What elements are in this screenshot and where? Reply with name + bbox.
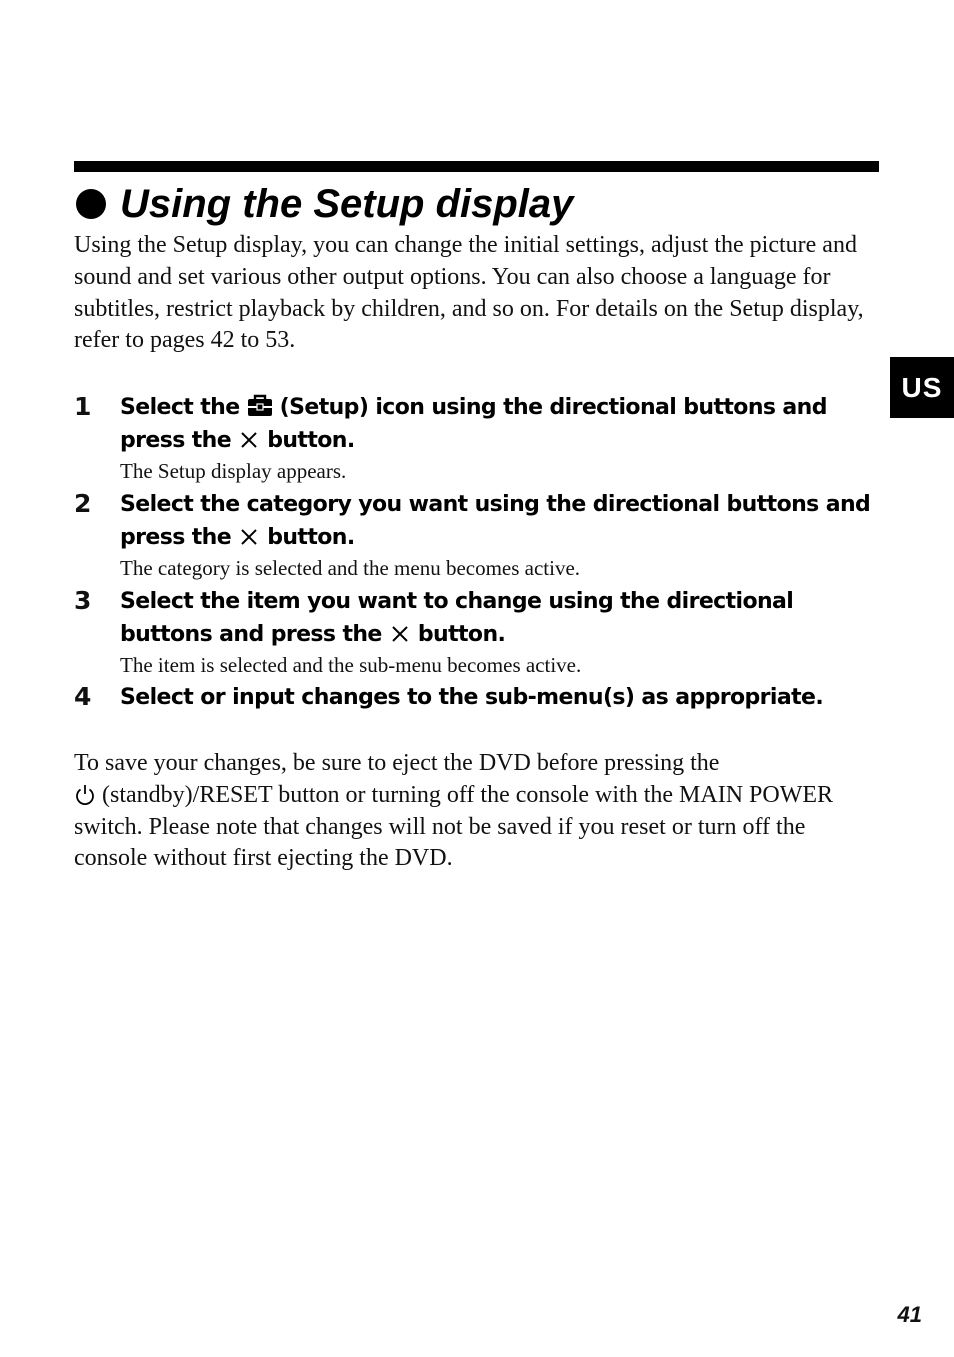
intro-paragraph: Using the Setup display, you can change the initial settings, adjust the picture and sound and set various other output options. You can also choose a language for subtitles, restrict playback by children, and so on. For details on the Setup display, refer to pages 42 to 53.	[74, 232, 864, 354]
step-4	[74, 681, 874, 714]
step-2	[74, 488, 874, 582]
step-text: Select or input changes to the sub-menu(s) as appropriate.	[120, 685, 824, 710]
step-text: Select the category you want using the directional buttons and press the	[120, 492, 871, 550]
step-instruction	[120, 391, 874, 457]
section-heading	[76, 180, 573, 228]
step-instruction	[120, 585, 814, 651]
save-note	[74, 748, 874, 875]
step-text: button.	[267, 525, 355, 550]
step-instruction	[120, 681, 874, 714]
step-text: (Setup) icon using the directional buttons and press the	[120, 395, 827, 453]
toolbox-icon	[247, 394, 273, 418]
page-title: Using the Setup display	[120, 182, 574, 226]
page-number: 41	[897, 1302, 922, 1327]
step-3	[74, 585, 874, 679]
step-number: 4	[74, 682, 92, 711]
step-1	[74, 391, 874, 485]
note-text: To save your changes, be sure to eject the DVD before pressing the	[74, 750, 720, 776]
heading-bullet	[76, 189, 106, 219]
step-result: The category is selected and the menu becomes active.	[120, 556, 581, 580]
cross-button-icon	[240, 431, 258, 449]
step-number: 3	[74, 586, 92, 615]
heading-rule	[74, 161, 879, 172]
step-text: button.	[267, 428, 355, 453]
step-instruction	[120, 488, 874, 554]
step-result: The Setup display appears.	[120, 459, 347, 483]
cross-button-icon	[240, 528, 258, 546]
power-icon	[74, 782, 96, 806]
cross-button-icon	[391, 625, 409, 643]
step-result: The item is selected and the sub-menu becomes active.	[120, 653, 582, 677]
step-number: 2	[74, 489, 92, 518]
step-text: button.	[417, 622, 506, 647]
step-number: 1	[74, 392, 92, 421]
step-text: Select the	[120, 395, 240, 420]
step-text: Select the item you want to change using the directional buttons and press the	[120, 589, 794, 647]
language-tab: US	[890, 357, 954, 418]
note-text: (standby)/RESET button or turning off the console with the MAIN POWER switch. Please note that changes will not be saved if you reset or turn off the console without first ejecting the DVD.	[74, 781, 834, 872]
